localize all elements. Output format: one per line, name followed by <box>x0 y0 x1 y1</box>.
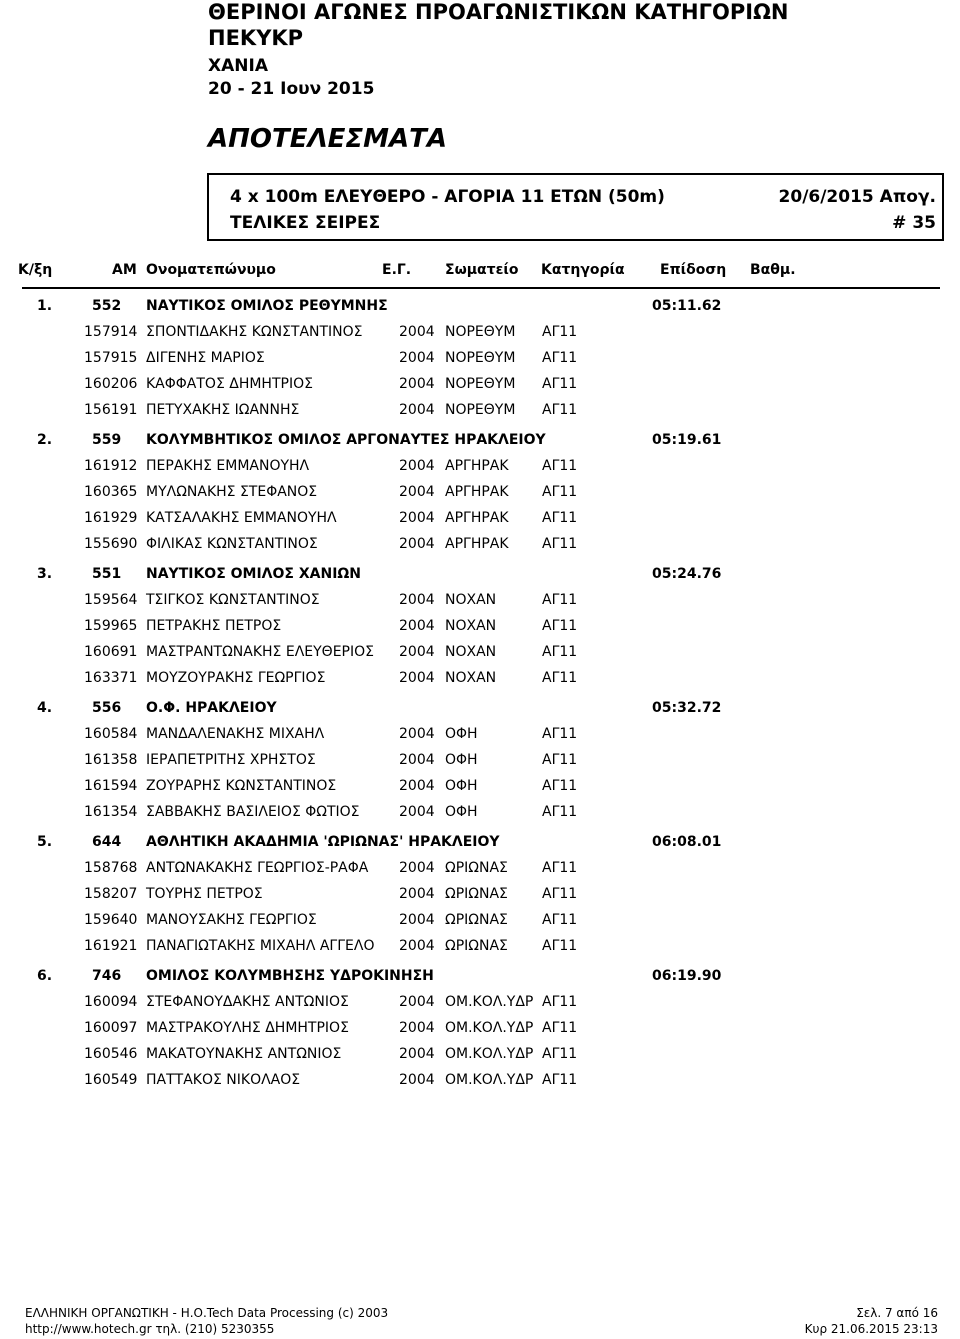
swimmer-year: 2004 <box>399 1020 435 1036</box>
swimmer-name: ΠΑΤΤΑΚΟΣ ΝΙΚΟΛΑΟΣ <box>146 1072 301 1088</box>
swimmer-row <box>0 376 960 396</box>
swimmer-row <box>0 752 960 772</box>
team-time: 05:24.76 <box>652 566 722 582</box>
meet-dates: 20 - 21 Ιουν 2015 <box>208 79 375 99</box>
event-date: 20/6/2015 Απογ. <box>778 187 936 207</box>
team-am: 559 <box>92 432 122 448</box>
swimmer-am: 160365 <box>84 484 138 500</box>
col-name: Ονοματεπώνυμο <box>146 262 276 278</box>
swimmer-row <box>0 644 960 664</box>
swimmer-category: ΑΓ11 <box>542 324 578 340</box>
team-rank: 1. <box>37 298 53 314</box>
swimmer-name: ΖΟΥΡΑΡΗΣ ΚΩΝΣΤΑΝΤΙΝΟΣ <box>146 778 337 794</box>
swimmer-row <box>0 1046 960 1066</box>
col-year: Ε.Γ. <box>382 262 412 278</box>
swimmer-category: ΑΓ11 <box>542 726 578 742</box>
swimmer-row <box>0 402 960 422</box>
swimmer-category: ΑΓ11 <box>542 912 578 928</box>
team-name: ΝΑΥΤΙΚΟΣ ΟΜΙΛΟΣ ΡΕΘΥΜΝΗΣ <box>146 298 388 314</box>
swimmer-name: ΜΟΥΖΟΥΡΑΚΗΣ ΓΕΩΡΓΙΟΣ <box>146 670 326 686</box>
swimmer-row <box>0 912 960 932</box>
swimmer-am: 160094 <box>84 994 138 1010</box>
swimmer-am: 161594 <box>84 778 138 794</box>
team-am: 552 <box>92 298 122 314</box>
swimmer-category: ΑΓ11 <box>542 994 578 1010</box>
team-time: 05:32.72 <box>652 700 722 716</box>
team-name: ΑΘΛΗΤΙΚΗ ΑΚΑΔΗΜΙΑ 'ΩΡΙΩΝΑΣ' ΗΡΑΚΛΕΙΟΥ <box>146 834 500 850</box>
swimmer-am: 158768 <box>84 860 138 876</box>
team-row <box>0 834 960 854</box>
swimmer-club: ΝΟΡΕΘΥΜ <box>445 324 516 340</box>
swimmer-am: 157915 <box>84 350 138 366</box>
swimmer-row <box>0 592 960 612</box>
swimmer-category: ΑΓ11 <box>542 592 578 608</box>
swimmer-club: ΑΡΓΗΡΑΚ <box>445 510 509 526</box>
team-am: 556 <box>92 700 122 716</box>
team-name: Ο.Φ. ΗΡΑΚΛΕΙΟΥ <box>146 700 277 716</box>
footer-printed: Κυρ 21.06.2015 23:13 <box>804 1322 938 1336</box>
swimmer-name: ΠΕΡΑΚΗΣ ΕΜΜΑΝΟΥΗΛ <box>146 458 310 474</box>
swimmer-year: 2004 <box>399 484 435 500</box>
swimmer-am: 161929 <box>84 510 138 526</box>
swimmer-row <box>0 994 960 1014</box>
swimmer-year: 2004 <box>399 1046 435 1062</box>
swimmer-name: ΑΝΤΩΝΑΚΑΚΗΣ ΓΕΩΡΓΙΟΣ-ΡΑΦΑ <box>146 860 369 876</box>
swimmer-club: ΩΡΙΩΝΑΣ <box>445 860 508 876</box>
event-round: ΤΕΛΙΚΕΣ ΣΕΙΡΕΣ <box>230 213 381 233</box>
swimmer-year: 2004 <box>399 644 435 660</box>
swimmer-year: 2004 <box>399 510 435 526</box>
team-rank: 6. <box>37 968 53 984</box>
col-points: Βαθμ. <box>750 262 796 278</box>
swimmer-club: ΝΟΡΕΘΥΜ <box>445 402 516 418</box>
swimmer-club: ΟΦΗ <box>445 752 478 768</box>
swimmer-row <box>0 510 960 530</box>
swimmer-category: ΑΓ11 <box>542 752 578 768</box>
swimmer-name: ΣΑΒΒΑΚΗΣ ΒΑΣΙΛΕΙΟΣ ΦΩΤΙΟΣ <box>146 804 360 820</box>
swimmer-year: 2004 <box>399 350 435 366</box>
swimmer-name: ΚΑΤΣΑΛΑΚΗΣ ΕΜΜΑΝΟΥΗΛ <box>146 510 337 526</box>
swimmer-name: ΜΑΝΟΥΣΑΚΗΣ ΓΕΩΡΓΙΟΣ <box>146 912 317 928</box>
footer-page: Σελ. 7 από 16 <box>856 1306 938 1320</box>
swimmer-year: 2004 <box>399 886 435 902</box>
swimmer-category: ΑΓ11 <box>542 484 578 500</box>
team-row <box>0 700 960 720</box>
swimmer-name: ΜΥΛΩΝΑΚΗΣ ΣΤΕΦΑΝΟΣ <box>146 484 318 500</box>
team-row <box>0 566 960 586</box>
swimmer-club: ΟΦΗ <box>445 778 478 794</box>
swimmer-row <box>0 726 960 746</box>
organizer: ΠΕΚΥΚΡ <box>208 26 304 50</box>
swimmer-row <box>0 618 960 638</box>
swimmer-am: 160549 <box>84 1072 138 1088</box>
swimmer-name: ΦΙΛΙΚΑΣ ΚΩΝΣΤΑΝΤΙΝΟΣ <box>146 536 318 552</box>
swimmer-club: ΟΜ.ΚΟΛ.ΥΔΡ <box>445 1020 534 1036</box>
swimmer-category: ΑΓ11 <box>542 778 578 794</box>
swimmer-row <box>0 484 960 504</box>
footer-contact: http://www.hotech.gr τηλ. (210) 5230355 <box>25 1322 275 1336</box>
swimmer-category: ΑΓ11 <box>542 670 578 686</box>
swimmer-club: ΑΡΓΗΡΑΚ <box>445 484 509 500</box>
swimmer-club: ΟΜ.ΚΟΛ.ΥΔΡ <box>445 994 534 1010</box>
swimmer-category: ΑΓ11 <box>542 510 578 526</box>
swimmer-year: 2004 <box>399 752 435 768</box>
col-club: Σωματείο <box>445 262 519 278</box>
swimmer-year: 2004 <box>399 938 435 954</box>
team-time: 05:11.62 <box>652 298 722 314</box>
swimmer-row <box>0 886 960 906</box>
swimmer-year: 2004 <box>399 618 435 634</box>
swimmer-category: ΑΓ11 <box>542 1046 578 1062</box>
swimmer-row <box>0 804 960 824</box>
swimmer-club: ΟΜ.ΚΟΛ.ΥΔΡ <box>445 1072 534 1088</box>
swimmer-year: 2004 <box>399 912 435 928</box>
swimmer-club: ΑΡΓΗΡΑΚ <box>445 536 509 552</box>
col-time: Επίδοση <box>660 262 727 278</box>
swimmer-name: ΚΑΦΦΑΤΟΣ ΔΗΜΗΤΡΙΟΣ <box>146 376 313 392</box>
swimmer-am: 159965 <box>84 618 138 634</box>
team-rank: 5. <box>37 834 53 850</box>
team-name: ΝΑΥΤΙΚΟΣ ΟΜΙΛΟΣ ΧΑΝΙΩΝ <box>146 566 362 582</box>
swimmer-category: ΑΓ11 <box>542 644 578 660</box>
team-am: 746 <box>92 968 122 984</box>
swimmer-row <box>0 350 960 370</box>
swimmer-year: 2004 <box>399 592 435 608</box>
swimmer-am: 157914 <box>84 324 138 340</box>
meet-city: ΧΑΝΙΑ <box>208 56 268 76</box>
swimmer-category: ΑΓ11 <box>542 618 578 634</box>
team-rank: 2. <box>37 432 53 448</box>
swimmer-am: 156191 <box>84 402 138 418</box>
swimmer-year: 2004 <box>399 536 435 552</box>
swimmer-name: ΠΕΤΥΧΑΚΗΣ ΙΩΑΝΝΗΣ <box>146 402 300 418</box>
swimmer-category: ΑΓ11 <box>542 938 578 954</box>
swimmer-category: ΑΓ11 <box>542 350 578 366</box>
swimmer-club: ΩΡΙΩΝΑΣ <box>445 912 508 928</box>
swimmer-category: ΑΓ11 <box>542 536 578 552</box>
team-name: ΟΜΙΛΟΣ ΚΟΛΥΜΒΗΣΗΣ ΥΔΡΟΚΙΝΗΣΗ <box>146 968 434 984</box>
swimmer-name: ΠΑΝΑΓΙΩΤΑΚΗΣ ΜΙΧΑΗΛ ΑΓΓΕΛΟ <box>146 938 375 954</box>
team-time: 06:08.01 <box>652 834 722 850</box>
swimmer-category: ΑΓ11 <box>542 458 578 474</box>
team-row <box>0 298 960 318</box>
team-rank: 4. <box>37 700 53 716</box>
swimmer-club: ΑΡΓΗΡΑΚ <box>445 458 509 474</box>
swimmer-am: 163371 <box>84 670 138 686</box>
swimmer-club: ΝΟΧΑΝ <box>445 618 497 634</box>
swimmer-am: 161912 <box>84 458 138 474</box>
section-title: ΑΠΟΤΕΛΕΣΜΑΤΑ <box>208 124 447 154</box>
swimmer-year: 2004 <box>399 458 435 474</box>
col-rank: Κ/ξη <box>18 262 53 278</box>
swimmer-am: 159640 <box>84 912 138 928</box>
swimmer-row <box>0 324 960 344</box>
swimmer-am: 158207 <box>84 886 138 902</box>
swimmer-year: 2004 <box>399 1072 435 1088</box>
swimmer-row <box>0 938 960 958</box>
meet-title: ΘΕΡΙΝΟΙ ΑΓΩΝΕΣ ΠΡΟΑΓΩΝΙΣΤΙΚΩΝ ΚΑΤΗΓΟΡΙΩΝ <box>208 0 789 24</box>
swimmer-club: ΟΦΗ <box>445 726 478 742</box>
swimmer-club: ΝΟΧΑΝ <box>445 644 497 660</box>
swimmer-year: 2004 <box>399 994 435 1010</box>
swimmer-year: 2004 <box>399 402 435 418</box>
swimmer-category: ΑΓ11 <box>542 402 578 418</box>
team-time: 06:19.90 <box>652 968 722 984</box>
swimmer-am: 161921 <box>84 938 138 954</box>
swimmer-category: ΑΓ11 <box>542 886 578 902</box>
event-name: 4 x 100m ΕΛΕΥΘΕΡΟ - ΑΓΟΡΙΑ 11 ΕΤΩΝ (50m) <box>230 187 665 207</box>
swimmer-name: ΙΕΡΑΠΕΤΡΙΤΗΣ ΧΡΗΣΤΟΣ <box>146 752 316 768</box>
swimmer-category: ΑΓ11 <box>542 1020 578 1036</box>
swimmer-am: 160206 <box>84 376 138 392</box>
swimmer-club: ΝΟΡΕΘΥΜ <box>445 376 516 392</box>
swimmer-club: ΝΟΧΑΝ <box>445 670 497 686</box>
team-am: 551 <box>92 566 122 582</box>
swimmer-name: ΜΑΣΤΡΑΚΟΥΛΗΣ ΔΗΜΗΤΡΙΟΣ <box>146 1020 349 1036</box>
footer-company: ΕΛΛΗΝΙΚΗ ΟΡΓΑΝΩΤΙΚΗ - Η.Ο.Tech Data Processing (c) 2003 <box>25 1306 389 1320</box>
swimmer-category: ΑΓ11 <box>542 804 578 820</box>
swimmer-name: ΤΣΙΓΚΟΣ ΚΩΝΣΤΑΝΤΙΝΟΣ <box>146 592 320 608</box>
swimmer-club: ΟΜ.ΚΟΛ.ΥΔΡ <box>445 1046 534 1062</box>
swimmer-am: 160097 <box>84 1020 138 1036</box>
swimmer-am: 160584 <box>84 726 138 742</box>
team-time: 05:19.61 <box>652 432 722 448</box>
team-am: 644 <box>92 834 122 850</box>
swimmer-name: ΜΑΣΤΡΑΝΤΩΝΑΚΗΣ ΕΛΕΥΘΕΡΙΟΣ <box>146 644 374 660</box>
swimmer-row <box>0 778 960 798</box>
team-rank: 3. <box>37 566 53 582</box>
swimmer-am: 161354 <box>84 804 138 820</box>
swimmer-year: 2004 <box>399 324 435 340</box>
swimmer-row <box>0 458 960 478</box>
swimmer-year: 2004 <box>399 778 435 794</box>
swimmer-row <box>0 670 960 690</box>
swimmer-name: ΔΙΓΕΝΗΣ ΜΑΡΙΟΣ <box>146 350 265 366</box>
swimmer-category: ΑΓ11 <box>542 860 578 876</box>
col-am: ΑΜ <box>112 262 137 278</box>
swimmer-name: ΠΕΤΡΑΚΗΣ ΠΕΤΡΟΣ <box>146 618 282 634</box>
swimmer-row <box>0 860 960 880</box>
team-row <box>0 968 960 988</box>
swimmer-year: 2004 <box>399 376 435 392</box>
swimmer-category: ΑΓ11 <box>542 1072 578 1088</box>
col-category: Κατηγορία <box>541 262 625 278</box>
swimmer-club: ΩΡΙΩΝΑΣ <box>445 938 508 954</box>
swimmer-am: 155690 <box>84 536 138 552</box>
swimmer-am: 160546 <box>84 1046 138 1062</box>
swimmer-year: 2004 <box>399 804 435 820</box>
swimmer-club: ΝΟΡΕΘΥΜ <box>445 350 516 366</box>
swimmer-name: ΣΤΕΦΑΝΟΥΔΑΚΗΣ ΑΝΤΩΝΙΟΣ <box>146 994 349 1010</box>
swimmer-am: 161358 <box>84 752 138 768</box>
page-footer <box>0 1306 960 1339</box>
swimmer-row <box>0 536 960 556</box>
swimmer-category: ΑΓ11 <box>542 376 578 392</box>
swimmer-row <box>0 1020 960 1040</box>
swimmer-club: ΩΡΙΩΝΑΣ <box>445 886 508 902</box>
team-row <box>0 432 960 452</box>
swimmer-name: ΜΑΝΔΑΛΕΝΑΚΗΣ ΜΙΧΑΗΛ <box>146 726 325 742</box>
swimmer-year: 2004 <box>399 860 435 876</box>
swimmer-year: 2004 <box>399 726 435 742</box>
swimmer-name: ΣΠΟΝΤΙΔΑΚΗΣ ΚΩΝΣΤΑΝΤΙΝΟΣ <box>146 324 363 340</box>
swimmer-club: ΟΦΗ <box>445 804 478 820</box>
swimmer-row <box>0 1072 960 1092</box>
swimmer-name: ΤΟΥΡΗΣ ΠΕΤΡΟΣ <box>146 886 263 902</box>
swimmer-club: ΝΟΧΑΝ <box>445 592 497 608</box>
swimmer-name: ΜΑΚΑΤΟΥΝΑΚΗΣ ΑΝΤΩΝΙΟΣ <box>146 1046 342 1062</box>
swimmer-am: 159564 <box>84 592 138 608</box>
swimmer-year: 2004 <box>399 670 435 686</box>
swimmer-am: 160691 <box>84 644 138 660</box>
team-name: ΚΟΛΥΜΒΗΤΙΚΟΣ ΟΜΙΛΟΣ ΑΡΓΟΝΑΥΤΕΣ ΗΡΑΚΛΕΙΟΥ <box>146 432 546 448</box>
event-number: # 35 <box>892 213 936 233</box>
